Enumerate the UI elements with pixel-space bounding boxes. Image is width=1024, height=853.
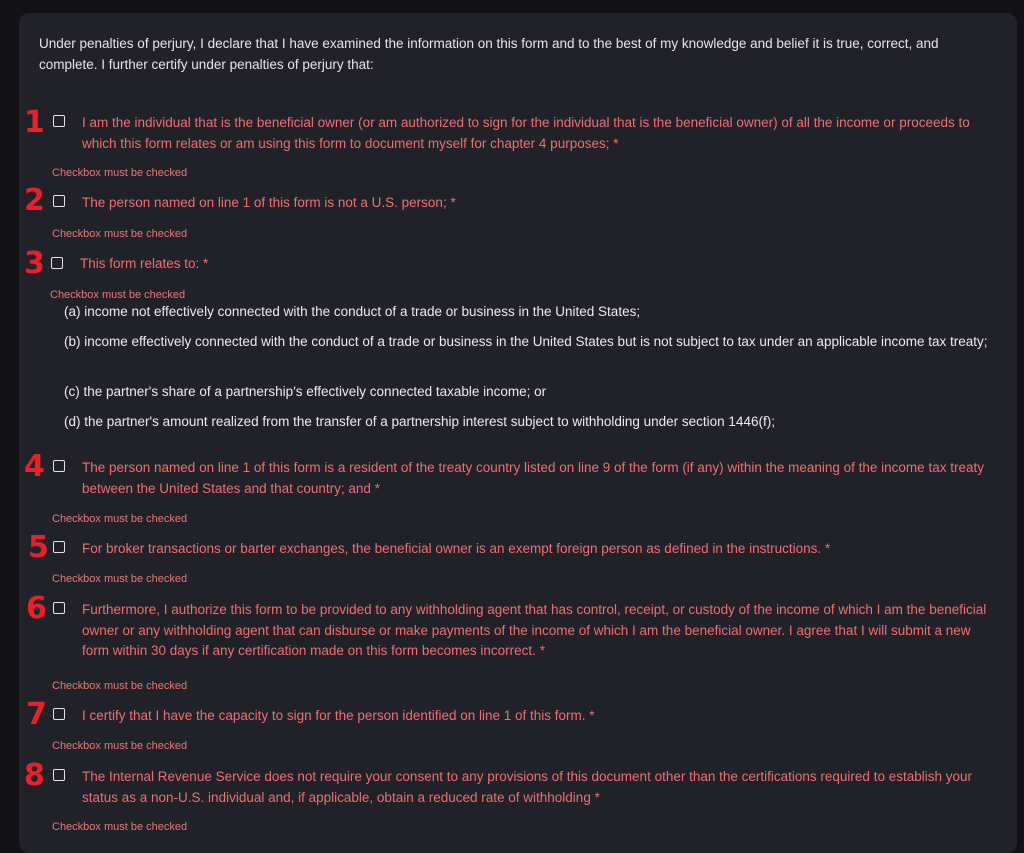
item-number-2: 2 xyxy=(24,183,45,218)
form-relates-option-d: (d) the partner's amount realized from the transfer of a partnership interest subject to withholding under section 1446(f); xyxy=(64,414,775,429)
item-number-5: 5 xyxy=(28,530,49,565)
certification-checkbox-6[interactable] xyxy=(53,602,65,614)
certification-label-2: The person named on line 1 of this form is not a U.S. person; * xyxy=(82,195,456,210)
certification-checkbox-4[interactable] xyxy=(53,460,65,472)
certification-label-4: The person named on line 1 of this form is a resident of the treaty country listed on line 9 of the form (if any) within the meaning of the income tax treaty between the United States and that country; and * xyxy=(82,460,984,496)
certification-label-6: Furthermore, I authorize this form to be provided to any withholding agent that has control, receipt, or custody of the income of which I am the beneficial owner or any withholding agent that can disburse or make payments of the income of which I am the beneficial owner. I agree that I will submit a new form within 30 days if any certification made on this form becomes incorrect. * xyxy=(82,602,987,658)
certification-checkbox-2[interactable] xyxy=(53,195,65,207)
form-relates-option-c: (c) the partner's share of a partnership's effectively connected taxable income; or xyxy=(64,384,547,399)
item-number-8: 8 xyxy=(24,758,45,793)
form-relates-option-a: (a) income not effectively connected with the conduct of a trade or business in the United States; xyxy=(64,304,641,319)
certification-label-7: I certify that I have the capacity to sign for the person identified on line 1 of this form. * xyxy=(82,708,595,723)
certification-checkbox-1[interactable] xyxy=(53,115,65,127)
checkbox-error-8: Checkbox must be checked xyxy=(52,821,188,833)
certification-label-8: The Internal Revenue Service does not require your consent to any provisions of this document other than the certifications required to establish your status as a non-U.S. individual and, if applicable, obtain a reduced rate of withholding * xyxy=(82,769,972,805)
item-number-1: 1 xyxy=(24,105,45,140)
certification-checkbox-7[interactable] xyxy=(53,708,65,720)
perjury-declaration-text: Under penalties of perjury, I declare that I have examined the information on this form and to the best of my knowledge and belief it is true, correct, and complete. I further certify under penalties of perjury that: xyxy=(39,36,939,72)
certification-checkbox-5[interactable] xyxy=(53,541,65,553)
form-relates-option-b: (b) income effectively connected with the conduct of a trade or business in the United States but is not subject to tax under an applicable income tax treaty; xyxy=(64,334,988,349)
checkbox-error-3: Checkbox must be checked xyxy=(50,289,186,301)
item-number-3: 3 xyxy=(24,246,45,281)
checkbox-error-2: Checkbox must be checked xyxy=(52,228,188,240)
item-number-6: 6 xyxy=(26,591,47,626)
item-number-7: 7 xyxy=(26,697,47,732)
certification-checkbox-8[interactable] xyxy=(53,769,65,781)
checkbox-error-7: Checkbox must be checked xyxy=(52,740,188,752)
certification-label-1: I am the individual that is the beneficial owner (or am authorized to sign for the individual that is the beneficial owner) of all the income or proceeds to which this form relates or am using this form to document myself for chapter 4 purposes; * xyxy=(82,115,970,151)
certification-label-3: This form relates to: * xyxy=(80,256,209,271)
certification-checkbox-3[interactable] xyxy=(51,257,63,269)
checkbox-error-4: Checkbox must be checked xyxy=(52,513,188,525)
checkbox-error-6: Checkbox must be checked xyxy=(52,680,188,692)
item-number-4: 4 xyxy=(24,449,45,484)
checkbox-error-1: Checkbox must be checked xyxy=(52,167,188,179)
checkbox-error-5: Checkbox must be checked xyxy=(52,573,188,585)
certification-label-5: For broker transactions or barter exchanges, the beneficial owner is an exempt foreign person as defined in the instructions. * xyxy=(82,541,831,556)
